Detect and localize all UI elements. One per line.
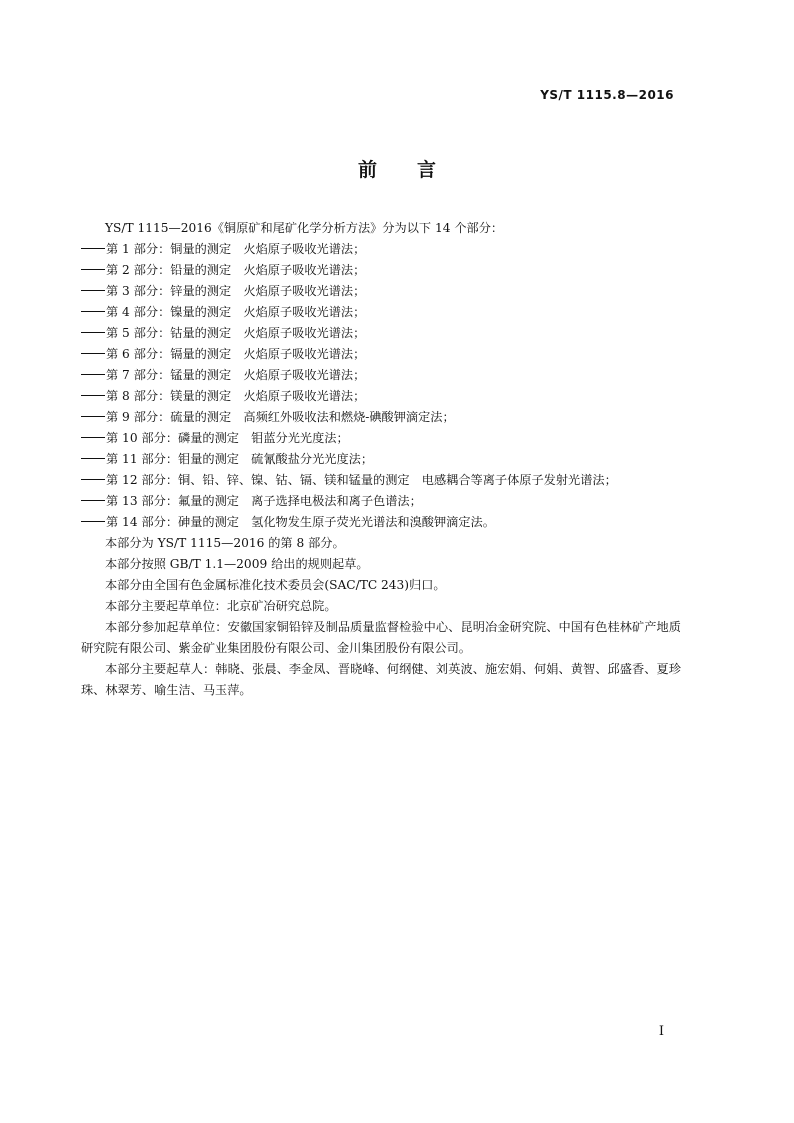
em-dash-marker	[81, 248, 105, 249]
main-drafters-paragraph: 本部分主要起草人：韩晓、张晨、李金凤、晋晓峰、何纲健、刘英波、施宏娟、何娟、黄智、邱盛香、夏珍珠、林翠芳、喻生洁、马玉萍。	[81, 662, 681, 697]
participating-units-paragraph: 本部分参加起草单位：安徽国家铜铅锌及制品质量监督检验中心、昆明冶金研究院、中国有色桂林矿产地质研究院有限公司、紫金矿业集团股份有限公司、金川集团股份有限公司。	[81, 620, 681, 655]
part-of-paragraph: 本部分为 YS/T 1115—2016 的第 8 部分。	[105, 536, 345, 550]
list-item: 第 5 部分：钴量的测定 火焰原子吸收光谱法；	[81, 323, 681, 344]
page-number: I	[658, 1024, 664, 1039]
list-item: 第 1 部分：铜量的测定 火焰原子吸收光谱法；	[81, 239, 681, 260]
list-item: 第 4 部分：镍量的测定 火焰原子吸收光谱法；	[81, 302, 681, 323]
list-item: 第 13 部分：氟量的测定 离子选择电极法和离子色谱法；	[81, 491, 681, 512]
em-dash-marker	[81, 479, 105, 480]
em-dash-marker	[81, 416, 105, 417]
list-item: 第 11 部分：钼量的测定 硫氰酸盐分光光度法；	[81, 449, 681, 470]
list-item: 第 6 部分：镉量的测定 火焰原子吸收光谱法；	[81, 344, 681, 365]
main-unit-paragraph: 本部分主要起草单位：北京矿冶研究总院。	[105, 599, 337, 613]
centralized-by-paragraph: 本部分由全国有色金属标准化技术委员会(SAC/TC 243)归口。	[105, 578, 446, 592]
parts-list	[81, 239, 681, 533]
list-item: 第 8 部分：镁量的测定 火焰原子吸收光谱法；	[81, 386, 681, 407]
foreword-body	[81, 218, 681, 701]
em-dash-marker	[81, 458, 105, 459]
em-dash-marker	[81, 332, 105, 333]
em-dash-marker	[81, 290, 105, 291]
em-dash-marker	[81, 437, 105, 438]
em-dash-marker	[81, 395, 105, 396]
em-dash-marker	[81, 269, 105, 270]
list-item: 第 3 部分：锌量的测定 火焰原子吸收光谱法；	[81, 281, 681, 302]
em-dash-marker	[81, 353, 105, 354]
list-item: 第 7 部分：锰量的测定 火焰原子吸收光谱法；	[81, 365, 681, 386]
list-item: 第 12 部分：铜、铅、锌、镍、钴、镉、镁和锰量的测定 电感耦合等离子体原子发射光谱法；	[81, 470, 681, 491]
page-title: 前言	[357, 159, 476, 181]
em-dash-marker	[81, 521, 105, 522]
drafting-rules-paragraph: 本部分按照 GB/T 1.1—2009 给出的规则起草。	[105, 557, 369, 571]
list-item: 第 2 部分：铅量的测定 火焰原子吸收光谱法；	[81, 260, 681, 281]
list-item: 第 14 部分：砷量的测定 氢化物发生原子荧光光谱法和溴酸钾滴定法。	[81, 512, 681, 533]
em-dash-marker	[81, 374, 105, 375]
intro-paragraph: YS/T 1115—2016《铜原矿和尾矿化学分析方法》分为以下 14 个部分：	[105, 221, 504, 235]
list-item: 第 10 部分：磷量的测定 钼蓝分光光度法；	[81, 428, 681, 449]
list-item: 第 9 部分：硫量的测定 高频红外吸收法和燃烧-碘酸钾滴定法；	[81, 407, 681, 428]
em-dash-marker	[81, 311, 105, 312]
em-dash-marker	[81, 500, 105, 501]
document-code: YS/T 1115.8—2016	[540, 88, 674, 102]
